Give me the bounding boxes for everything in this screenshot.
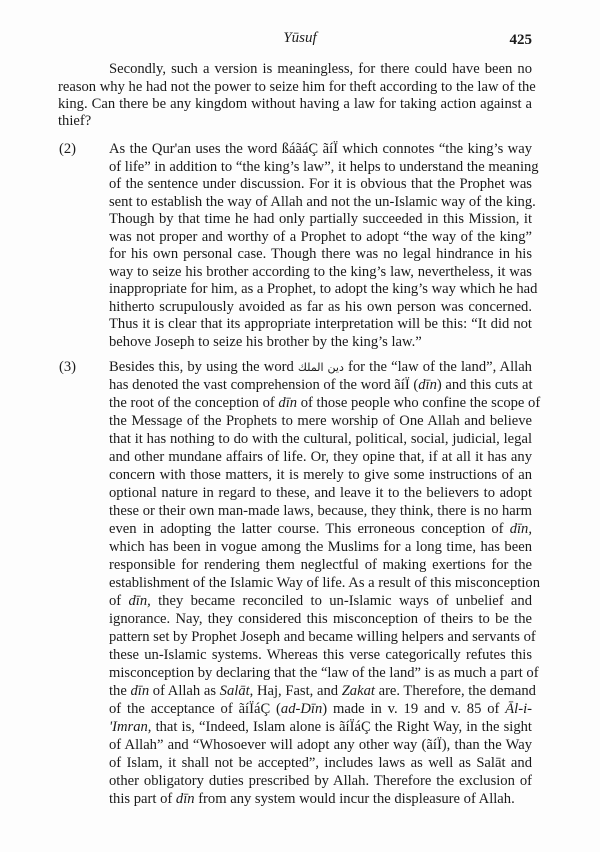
text-line: responsible for rendering them neglectful of making exertions for the [109,557,532,573]
text-line: of Islam, it shall not be accepted”, includes laws as well as Salāt and [109,755,532,771]
running-title: Yūsuf [283,30,317,46]
text-line: Secondly, such a version is meaningless, for there could have been no [109,61,532,77]
text-line: As the Qur'an uses the word ßáãáÇ ãíÏ which connotes “the king’s way [109,141,532,157]
text-line: pattern set by Prophet Joseph and became willing helpers and servants of [109,629,536,645]
text-line: establishment of the Islamic Way of life. As a result of this misconception [109,575,541,591]
text-line: these or their own man-made laws, because, they think, there is no harm [109,503,532,519]
text-line: hitherto scrupulously avoided as far as his own person was concerned. [109,298,532,315]
text-line: the root of the conception of dīn of those people who confine the scope of [109,395,541,411]
text-line: of life” in addition to “the king’s law”, it helps to understand the meaning [109,158,539,175]
text-line: optional nature in regard to these, and leave it to the believers to adopt [109,485,532,501]
text-line: 'Imran, that is, “Indeed, Islam alone is ãíÏáÇ the Right Way, in the sight [109,719,532,735]
item-number: (2) [59,141,77,157]
text-line: has denoted the vast comprehension of the word ãíÏ (dīn) and this cuts at [109,377,533,393]
text-line: the dīn of Allah as Salāt, Haj, Fast, and Zakat are. Therefore, the demand [109,683,536,699]
text-line: that it has nothing to do with the cultural, political, social, judicial, legal [109,431,532,447]
text-line: inappropriate for him, as a Prophet, to adopt the king’s way which he had [109,281,538,297]
text-line: which has been in vogue among the Muslims for a long time, has been [109,539,532,555]
text-line: even in adopting the latter course. This erroneous conception of dīn, [109,521,532,537]
text-line: way to seize his brother according to the king’s law, nevertheless, it was [109,263,532,280]
text-line: of the sentence under discussion. For it is obvious that the Prophet was [109,176,532,192]
text-line: of dīn, they became reconciled to un-Islamic ways of unbelief and [109,593,532,609]
text-line: the Message of the Prophets to mere worship of One Allah and believe [109,413,532,429]
text-line: behove Joseph to seize his brother by the king’s law.” [109,333,422,350]
arabic-phrase: دين الملك [297,361,344,374]
text-line: ignorance. Nay, they considered this misconception of theirs to be the [109,611,532,627]
text-line: these un-Islamic systems. Whereas this verse categorically refutes this [109,647,532,663]
running-head [0,30,600,50]
text-line: of the acceptance of ãíÏáÇ (ad-Dīn) made in v. 19 and v. 85 of Āl-i- [109,701,532,717]
text-line: reason why he had not the power to seize him for theft according to the law of the [58,79,536,95]
text-line: was not proper and worthy of a Prophet to adopt “the way of the king” [109,228,532,245]
text-line: Though by that time he had only partially succeeded in this Mission, it [109,211,532,227]
text-line: king. Can there be any kingdom without having a law for taking action against a [58,96,532,112]
text-line: for his own personal case. Though there was no legal hindrance in his [109,246,532,262]
item-number: (3) [59,359,77,375]
text-line: and other mundane affairs of life. Or, they opine that, if at all it has any [109,449,532,465]
text-line: this part of dīn from any system would incur the displeasure of Allah. [109,791,515,807]
text-line: concern with those matters, it is merely to give some instructions of an [109,467,532,483]
text-line: Besides this, by using the word دين الملك for the “law of the land”, Allah [109,359,532,375]
text-line: sent to establish the way of Allah and not the un-Islamic way of the king. [109,193,536,210]
text-line: of Allah” and “Whosoever will adopt any other way (ãíÏ), than the Way [109,737,532,753]
text-line: Thus it is clear that its appropriate interpretation will be this: “It did not [109,316,532,332]
text-line: other obligatory duties prescribed by Allah. Therefore the exclusion of [109,773,532,789]
text-line: thief? [58,113,92,129]
page-number: 425 [509,32,532,48]
text-line: misconception by declaring that the “law of the land” is as much a part of [109,665,539,681]
